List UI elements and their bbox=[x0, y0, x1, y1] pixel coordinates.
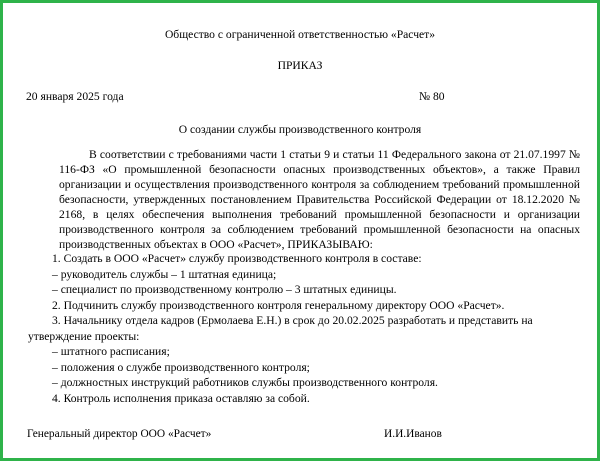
organization-name: Общество с ограниченной ответственностью «Расчет» bbox=[164, 28, 436, 41]
order-item-3: 3. Начальнику отдела кадров (Ермолаева Е.Н.) в срок до 20.02.2025 разработать и представить на bbox=[52, 314, 533, 327]
order-subitem: – специалист по производственному контролю – 3 штатных единицы. bbox=[52, 283, 397, 296]
order-subitem: – штатного расписания; bbox=[52, 345, 170, 358]
order-subitem: – должностных инструкций работников службы производственного контроля. bbox=[52, 376, 438, 389]
document-number: № 80 bbox=[419, 90, 445, 103]
signature-position: Генеральный директор ООО «Расчет» bbox=[27, 428, 212, 440]
order-subitem: – руководитель службы – 1 штатная единица; bbox=[52, 267, 277, 281]
order-item-3-continued: утверждение проекты: bbox=[28, 329, 140, 343]
preamble-text: В соответствии с требованиями части 1 статьи 9 и статьи 11 Федерального закона от 21.07.1997 № 116-ФЗ «О промышленной безопасности опасных производственных объектов», а также Правил организации и осуществления производственного контроля за соблюдением требований промышленной безопасности, утвержденных постановлением Правительства Российской Федерации от 18.12.2020 № 2168, в целях обеспечения выполнения требований промышленной безопасности и организации производственного контроля за соблюдением требований промышленной безопасности на опасных производственных объектах в ООО «Расчет», ПРИКАЗЫВАЮ: bbox=[59, 148, 580, 251]
document-type-title: ПРИКАЗ bbox=[277, 59, 323, 72]
order-item-2: 2. Подчинить службу производственного контроля генеральному директору ООО «Расчет». bbox=[52, 298, 505, 312]
order-item-1: 1. Создать в ООО «Расчет» службу производственного контроля в составе: bbox=[52, 252, 422, 265]
order-document bbox=[3, 3, 597, 458]
preamble-paragraph bbox=[59, 147, 580, 252]
order-items-list bbox=[28, 251, 582, 406]
signature-name: И.И.Иванов bbox=[384, 428, 442, 440]
document-date: 20 января 2025 года bbox=[26, 90, 124, 103]
order-item-4: 4. Контроль исполнения приказа оставляю за собой. bbox=[52, 391, 310, 405]
document-subject: О создании службы производственного контроля bbox=[178, 123, 422, 136]
order-subitem: – положения о службе производственного контроля; bbox=[52, 360, 310, 374]
